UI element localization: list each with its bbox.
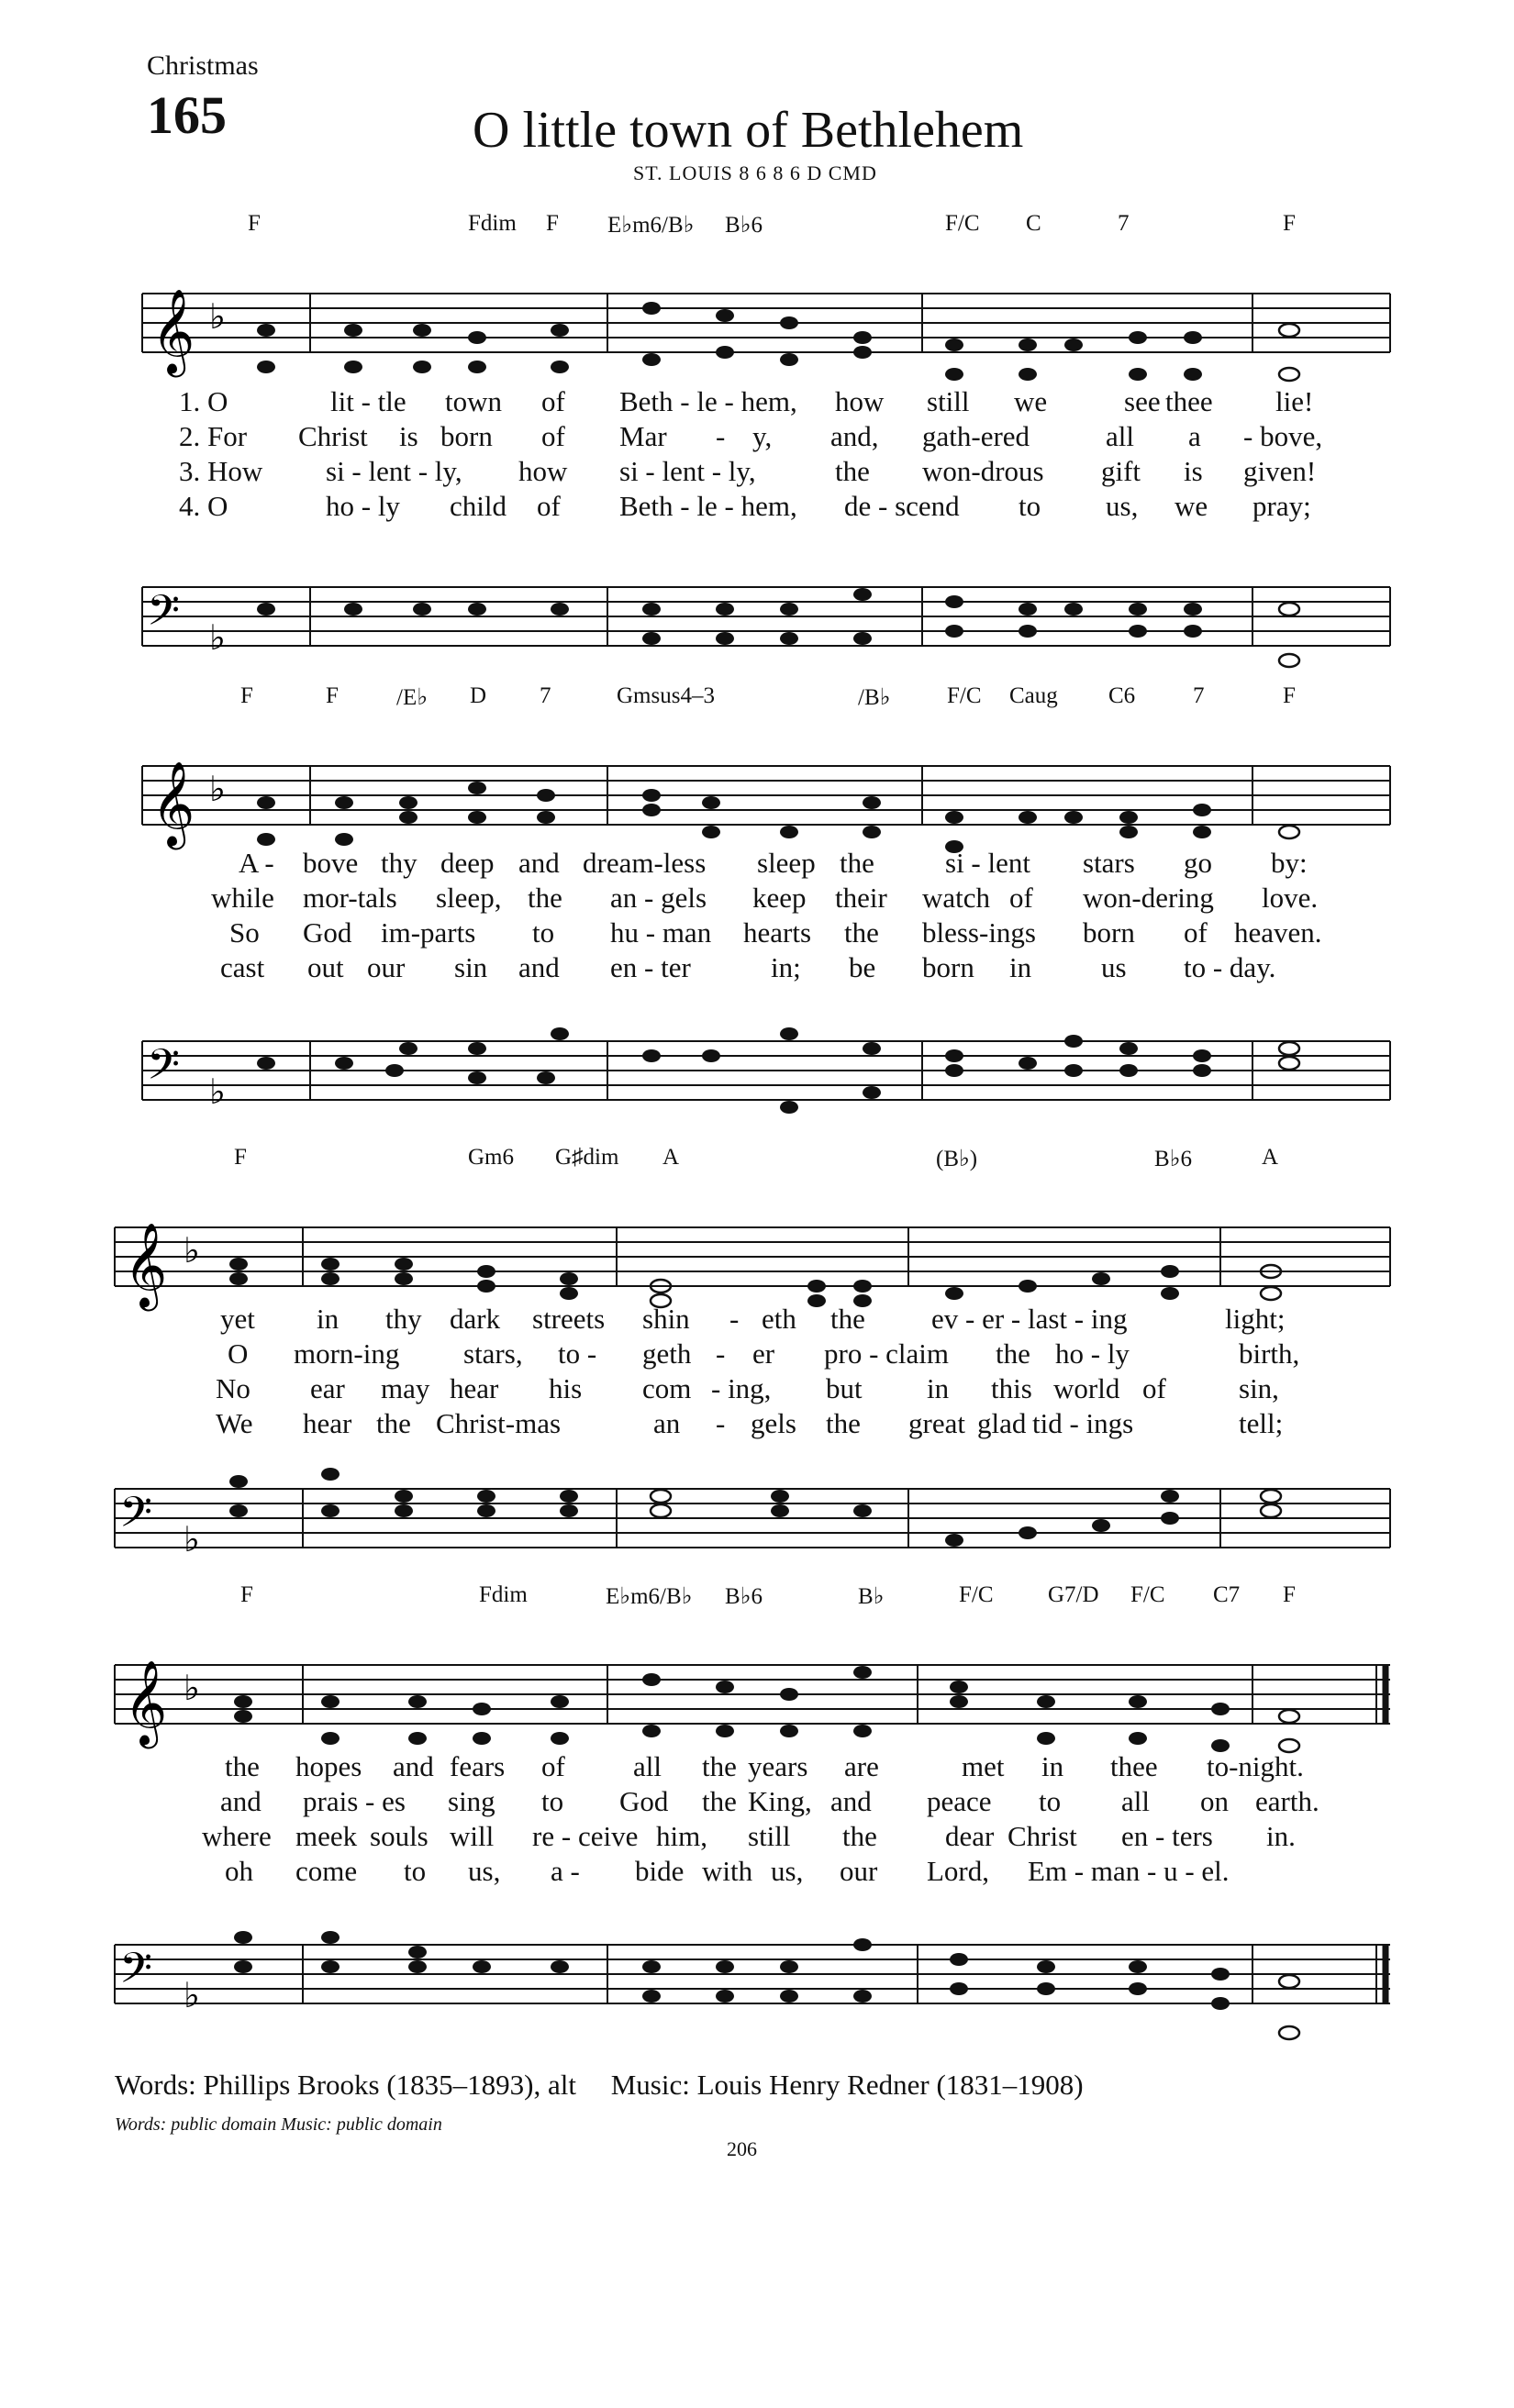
chord: F xyxy=(546,211,559,236)
lyric-syllable: years xyxy=(748,1750,808,1782)
lyric-syllable: our xyxy=(840,1855,878,1887)
chord: C6 xyxy=(1108,683,1136,708)
lyric-syllable: and xyxy=(830,1785,872,1817)
lyric-syllable: with xyxy=(702,1855,753,1887)
lyric-syllable: great xyxy=(908,1407,965,1439)
chord: F/C xyxy=(947,683,982,708)
lyric-syllable: keep xyxy=(752,882,807,914)
lyric-syllable: of xyxy=(541,420,565,452)
tune-name: ST. LOUIS 8 6 8 6 D CMD xyxy=(633,161,877,184)
lyric-syllable: 3. How xyxy=(179,455,263,487)
lyric-syllable: bove xyxy=(303,847,359,879)
lyric-syllable: go xyxy=(1184,847,1212,879)
chord: F xyxy=(1283,683,1296,708)
lyric-syllable: and xyxy=(220,1785,262,1817)
chord: F/C xyxy=(1130,1582,1165,1607)
lyric-syllable: in xyxy=(927,1372,950,1404)
lyric-syllable: ho - ly xyxy=(326,490,400,522)
lyric-syllable: born xyxy=(440,420,493,452)
lyric-syllable: 4. O xyxy=(179,490,228,522)
lyric-syllable: So xyxy=(229,916,260,949)
lyric-syllable: stars xyxy=(1083,847,1135,879)
lyric-syllable: thy xyxy=(381,847,417,879)
page-number: 206 xyxy=(727,2137,757,2160)
lyric-syllable: sing xyxy=(448,1785,495,1817)
lyric-syllable: Christ xyxy=(298,420,368,452)
lyric-syllable: si - lent - ly, xyxy=(619,455,756,487)
chord: /E♭ xyxy=(396,685,429,710)
lyric-syllable: may xyxy=(381,1372,430,1404)
lyric-syllable: morn-ing xyxy=(294,1337,400,1370)
lyric-syllable: 2. For xyxy=(179,420,248,452)
svg-text:𝄢: 𝄢 xyxy=(147,1040,181,1100)
lyric-syllable: earth. xyxy=(1255,1785,1319,1817)
lyric-syllable: stars, xyxy=(463,1337,523,1370)
svg-text:𝄞: 𝄞 xyxy=(151,288,195,373)
lyric-syllable: O xyxy=(228,1337,249,1370)
lyric-syllable: light; xyxy=(1225,1303,1286,1335)
lyric-syllable: of xyxy=(541,385,565,417)
lyric-syllable: in xyxy=(317,1303,340,1335)
lyric-syllable: but xyxy=(826,1372,863,1404)
lyric-syllable: lit - tle xyxy=(330,385,406,417)
bass-staff xyxy=(0,1908,1514,2055)
chord: G7/D xyxy=(1048,1582,1099,1607)
svg-text:♭: ♭ xyxy=(184,1975,200,2015)
lyric-syllable: still xyxy=(927,385,970,417)
lyric-syllable: won-dering xyxy=(1083,882,1214,914)
lyric-syllable: - bove, xyxy=(1243,420,1323,452)
credits xyxy=(115,2069,1111,2102)
lyric-syllable: while xyxy=(211,882,274,914)
lyric-syllable: tid - ings xyxy=(1032,1407,1134,1439)
chord: F xyxy=(234,1145,247,1170)
lyric-syllable: ho - ly xyxy=(1055,1337,1130,1370)
lyric-syllable: us xyxy=(1101,951,1127,983)
lyric-syllable: and xyxy=(393,1750,434,1782)
lyric-syllable: won-drous xyxy=(922,455,1044,487)
lyric-syllable: - ing, xyxy=(711,1372,772,1404)
chord: 7 xyxy=(1193,683,1205,708)
lyric-syllable: to-night. xyxy=(1207,1750,1304,1782)
chord: A xyxy=(1262,1145,1279,1170)
lyric-syllable: the xyxy=(830,1303,865,1335)
bass-staff xyxy=(0,1004,1514,1151)
lyric-syllable: in; xyxy=(771,951,801,983)
lyric-syllable: gath-ered xyxy=(922,420,1030,452)
chord: 7 xyxy=(540,683,551,708)
verse-line xyxy=(0,882,1514,918)
verse-line xyxy=(0,1372,1514,1409)
chord: 7 xyxy=(1118,211,1130,236)
lyric-syllable: hear xyxy=(450,1372,499,1404)
lyric-syllable: Christ-mas xyxy=(436,1407,562,1439)
lyric-syllable: hearts xyxy=(743,916,812,949)
lyric-syllable: of xyxy=(541,1750,565,1782)
lyric-syllable: hu - man xyxy=(610,916,712,949)
lyric-syllable: will xyxy=(450,1820,495,1852)
lyric-syllable: us, xyxy=(1106,490,1139,522)
verse-line xyxy=(0,490,1514,527)
lyric-syllable: er xyxy=(752,1337,775,1370)
chord: E♭m6/B♭ xyxy=(607,213,695,238)
lyric-syllable: - xyxy=(716,1337,726,1370)
lyric-syllable: Christ xyxy=(1007,1820,1077,1852)
lyric-syllable: world xyxy=(1053,1372,1120,1404)
chord: B♭6 xyxy=(725,213,763,238)
music-credit: Music: Louis Henry Redner (1831–1908) xyxy=(610,2069,1084,2101)
lyric-syllable: shin xyxy=(642,1303,690,1335)
lyric-syllable: sleep, xyxy=(436,882,502,914)
lyric-syllable: of xyxy=(1142,1372,1166,1404)
lyric-syllable: us, xyxy=(771,1855,804,1887)
lyric-syllable: love. xyxy=(1262,882,1319,914)
lyric-syllable: im-parts xyxy=(381,916,476,949)
lyric-syllable: to xyxy=(1019,490,1041,522)
chord: D xyxy=(470,683,487,708)
lyric-syllable: him, xyxy=(656,1820,707,1852)
lyric-syllable: all xyxy=(1121,1785,1150,1817)
lyric-syllable: eth xyxy=(762,1303,796,1335)
lyric-syllable: and xyxy=(518,847,560,879)
lyric-syllable: the xyxy=(528,882,562,914)
lyric-syllable: and xyxy=(518,951,560,983)
lyric-syllable: birth, xyxy=(1239,1337,1300,1370)
chord: F/C xyxy=(945,211,980,236)
bass-staff xyxy=(0,1452,1514,1599)
lyric-syllable: is xyxy=(1184,455,1203,487)
lyric-syllable: we xyxy=(1014,385,1048,417)
section-label: Christmas xyxy=(147,50,259,81)
svg-text:♭: ♭ xyxy=(184,1230,200,1271)
lyric-syllable: the xyxy=(996,1337,1030,1370)
lyric-syllable: all xyxy=(633,1750,662,1782)
lyric-syllable: our xyxy=(367,951,406,983)
lyric-syllable: sin, xyxy=(1239,1372,1279,1404)
chord: F xyxy=(326,683,339,708)
lyric-syllable: an - gels xyxy=(610,882,707,914)
lyric-syllable: sin xyxy=(454,951,488,983)
lyric-syllable: an xyxy=(653,1407,681,1439)
lyric-syllable: and, xyxy=(830,420,879,452)
chord: /B♭ xyxy=(858,685,891,710)
lyric-syllable: ear xyxy=(310,1372,345,1404)
lyric-syllable: thy xyxy=(385,1303,422,1335)
svg-text:♭: ♭ xyxy=(209,617,226,658)
chord-row xyxy=(0,683,1514,720)
chord: Gm6 xyxy=(468,1145,514,1170)
svg-text:𝄢: 𝄢 xyxy=(147,586,181,646)
lyric-syllable: their xyxy=(835,882,887,914)
chord: E♭m6/B♭ xyxy=(606,1584,693,1609)
lyric-syllable: met xyxy=(962,1750,1005,1782)
lyric-syllable: hopes xyxy=(295,1750,362,1782)
lyric-syllable: the xyxy=(844,916,879,949)
lyric-syllable: fears xyxy=(450,1750,506,1782)
lyric-syllable: si - lent xyxy=(945,847,1030,879)
lyric-syllable: see xyxy=(1124,385,1161,417)
lyric-syllable: de - scend xyxy=(844,490,960,522)
lyric-syllable: to xyxy=(1039,1785,1062,1817)
lyric-syllable: the xyxy=(225,1750,260,1782)
lyric-syllable: the xyxy=(826,1407,861,1439)
verse-line xyxy=(0,916,1514,953)
lyric-syllable: cast xyxy=(220,951,265,983)
lyric-syllable: of xyxy=(1184,916,1208,949)
lyric-syllable: watch xyxy=(922,882,991,914)
lyric-syllable: gift xyxy=(1101,455,1141,487)
lyric-syllable: all xyxy=(1106,420,1134,452)
lyric-syllable: we xyxy=(1174,490,1208,522)
chord: G♯dim xyxy=(555,1145,619,1170)
svg-text:♭: ♭ xyxy=(184,1668,200,1708)
svg-text:𝄞: 𝄞 xyxy=(124,1659,168,1745)
svg-text:♭: ♭ xyxy=(209,296,226,337)
lyric-syllable: deep xyxy=(440,847,495,879)
svg-text:𝄢: 𝄢 xyxy=(119,1944,153,2003)
lyric-syllable: given! xyxy=(1243,455,1317,487)
lyric-syllable: dark xyxy=(450,1303,501,1335)
verse-line xyxy=(0,1303,1514,1339)
lyric-syllable: the xyxy=(842,1820,877,1852)
lyric-syllable: Mar xyxy=(619,420,667,452)
lyric-syllable: peace xyxy=(927,1785,992,1817)
lyric-syllable: lie! xyxy=(1275,385,1314,417)
lyric-syllable: by: xyxy=(1271,847,1308,879)
lyric-syllable: Beth - le - hem, xyxy=(619,490,797,522)
chord: Caug xyxy=(1009,683,1058,708)
lyric-syllable: Em - man - u - el. xyxy=(1028,1855,1230,1887)
lyric-syllable: born xyxy=(1083,916,1135,949)
chord: F xyxy=(1283,211,1296,236)
chord: F/C xyxy=(959,1582,994,1607)
lyric-syllable: pro - claim xyxy=(824,1337,950,1370)
lyric-syllable: to - day. xyxy=(1184,951,1276,983)
lyric-syllable: how xyxy=(835,385,885,417)
lyric-syllable: a xyxy=(1188,420,1201,452)
lyric-syllable: A - xyxy=(239,847,274,879)
lyric-syllable: mor-tals xyxy=(303,882,397,914)
lyric-syllable: - xyxy=(729,1303,740,1335)
lyric-syllable: King, xyxy=(748,1785,812,1817)
lyric-syllable: to xyxy=(541,1785,564,1817)
lyric-syllable: in xyxy=(1041,1750,1064,1782)
lyric-syllable: si - lent - ly, xyxy=(326,455,462,487)
lyric-syllable: is xyxy=(399,420,418,452)
chord: F xyxy=(240,683,253,708)
lyric-syllable: geth xyxy=(642,1337,692,1370)
chord: Fdim xyxy=(468,211,517,236)
lyric-syllable: on xyxy=(1200,1785,1229,1817)
lyric-syllable: to xyxy=(404,1855,427,1887)
lyric-syllable: We xyxy=(216,1407,253,1439)
lyric-syllable: town xyxy=(445,385,502,417)
svg-text:♭: ♭ xyxy=(209,1071,226,1112)
verse-line xyxy=(0,385,1514,422)
lyric-syllable: out xyxy=(307,951,344,983)
verse-line xyxy=(0,1750,1514,1787)
verse-line xyxy=(0,455,1514,492)
lyric-syllable: bide xyxy=(635,1855,685,1887)
lyric-syllable: ceive xyxy=(578,1820,639,1852)
verse-line xyxy=(0,420,1514,457)
verse-line xyxy=(0,1407,1514,1444)
lyric-syllable: No xyxy=(216,1372,250,1404)
lyric-syllable: dream-less xyxy=(583,847,707,879)
lyric-syllable: the xyxy=(702,1785,737,1817)
chord: B♭ xyxy=(858,1584,885,1609)
lyric-syllable: be xyxy=(849,951,876,983)
bass-staff xyxy=(0,550,1514,697)
chord: F xyxy=(240,1582,253,1607)
lyric-syllable: heaven. xyxy=(1234,916,1322,949)
lyric-syllable: his xyxy=(549,1372,583,1404)
lyric-syllable: thee xyxy=(1110,1750,1158,1782)
chord: A xyxy=(662,1145,680,1170)
lyric-syllable: - xyxy=(716,420,726,452)
verse-line xyxy=(0,1855,1514,1892)
svg-text:𝄞: 𝄞 xyxy=(124,1222,168,1307)
lyric-syllable: hear xyxy=(303,1407,352,1439)
lyric-syllable: sleep xyxy=(757,847,816,879)
chord: C7 xyxy=(1213,1582,1241,1607)
chord: B♭6 xyxy=(725,1584,763,1609)
lyric-syllable: of xyxy=(537,490,561,522)
verse-line xyxy=(0,1785,1514,1822)
lyric-syllable: pray; xyxy=(1252,490,1311,522)
hymn-number: 165 xyxy=(147,85,227,145)
lyric-syllable: the xyxy=(835,455,870,487)
lyric-syllable: born xyxy=(922,951,974,983)
chord: F xyxy=(248,211,261,236)
lyric-syllable: glad xyxy=(977,1407,1027,1439)
lyric-syllable: Beth - le - hem, xyxy=(619,385,797,417)
chord: C xyxy=(1026,211,1041,236)
lyric-syllable: still xyxy=(748,1820,791,1852)
chord-row xyxy=(0,1145,1514,1182)
lyric-syllable: y, xyxy=(752,420,773,452)
lyric-syllable: are xyxy=(844,1750,879,1782)
lyric-syllable: oh xyxy=(225,1855,253,1887)
lyric-syllable: child xyxy=(450,490,507,522)
lyric-syllable: streets xyxy=(532,1303,606,1335)
chord: (B♭) xyxy=(936,1147,978,1171)
lyric-syllable: souls xyxy=(370,1820,429,1852)
lyric-syllable: en - ter xyxy=(610,951,691,983)
lyric-syllable: tell; xyxy=(1239,1407,1284,1439)
lyric-syllable: God xyxy=(303,916,352,949)
lyric-syllable: how xyxy=(518,455,568,487)
lyric-syllable: gels xyxy=(751,1407,796,1439)
chord: F xyxy=(1283,1582,1296,1607)
lyric-syllable: us, xyxy=(468,1855,501,1887)
chord: B♭6 xyxy=(1154,1147,1192,1171)
lyric-syllable: re - xyxy=(532,1820,572,1852)
lyric-syllable: dear xyxy=(945,1820,995,1852)
lyric-syllable: God xyxy=(619,1785,669,1817)
lyric-syllable: prais - es xyxy=(303,1785,406,1817)
lyric-syllable: the xyxy=(702,1750,737,1782)
lyric-syllable: the xyxy=(840,847,874,879)
chord-row xyxy=(0,1582,1514,1619)
lyric-syllable: come xyxy=(295,1855,358,1887)
lyric-syllable: a - xyxy=(551,1855,580,1887)
lyric-syllable: meek xyxy=(295,1820,358,1852)
words-credit: Words: Phillips Brooks (1835–1893), alt xyxy=(115,2069,576,2101)
lyric-syllable: to xyxy=(532,916,555,949)
lyric-syllable: - xyxy=(716,1407,726,1439)
lyric-syllable: yet xyxy=(220,1303,255,1335)
verse-line xyxy=(0,847,1514,883)
verse-line xyxy=(0,1337,1514,1374)
chord-row xyxy=(0,211,1514,248)
lyric-syllable: in xyxy=(1009,951,1032,983)
lyric-syllable: the xyxy=(376,1407,411,1439)
lyric-syllable: ev - er - last - ing xyxy=(931,1303,1128,1335)
lyric-syllable: of xyxy=(1009,882,1033,914)
chord: Gmsus4–3 xyxy=(617,683,715,708)
lyric-syllable: Lord, xyxy=(927,1855,990,1887)
lyric-syllable: where xyxy=(202,1820,272,1852)
lyric-syllable: en - ters xyxy=(1121,1820,1213,1852)
lyric-syllable: 1. O xyxy=(179,385,228,417)
svg-text:♭: ♭ xyxy=(209,769,226,809)
lyric-syllable: thee xyxy=(1165,385,1213,417)
svg-text:♭: ♭ xyxy=(184,1519,200,1559)
verse-line xyxy=(0,1820,1514,1857)
svg-text:𝄢: 𝄢 xyxy=(119,1488,153,1548)
lyric-syllable: com xyxy=(642,1372,692,1404)
copyright-notice: Words: public domain Music: public domain xyxy=(115,2114,442,2135)
lyric-syllable: bless-ings xyxy=(922,916,1036,949)
chord: Fdim xyxy=(479,1582,528,1607)
hymn-title: O little town of Bethlehem xyxy=(473,102,1024,159)
lyric-syllable: in. xyxy=(1266,1820,1296,1852)
svg-text:𝄞: 𝄞 xyxy=(151,760,195,846)
lyric-syllable: this xyxy=(991,1372,1032,1404)
lyric-syllable: to - xyxy=(558,1337,597,1370)
verse-line xyxy=(0,951,1514,988)
